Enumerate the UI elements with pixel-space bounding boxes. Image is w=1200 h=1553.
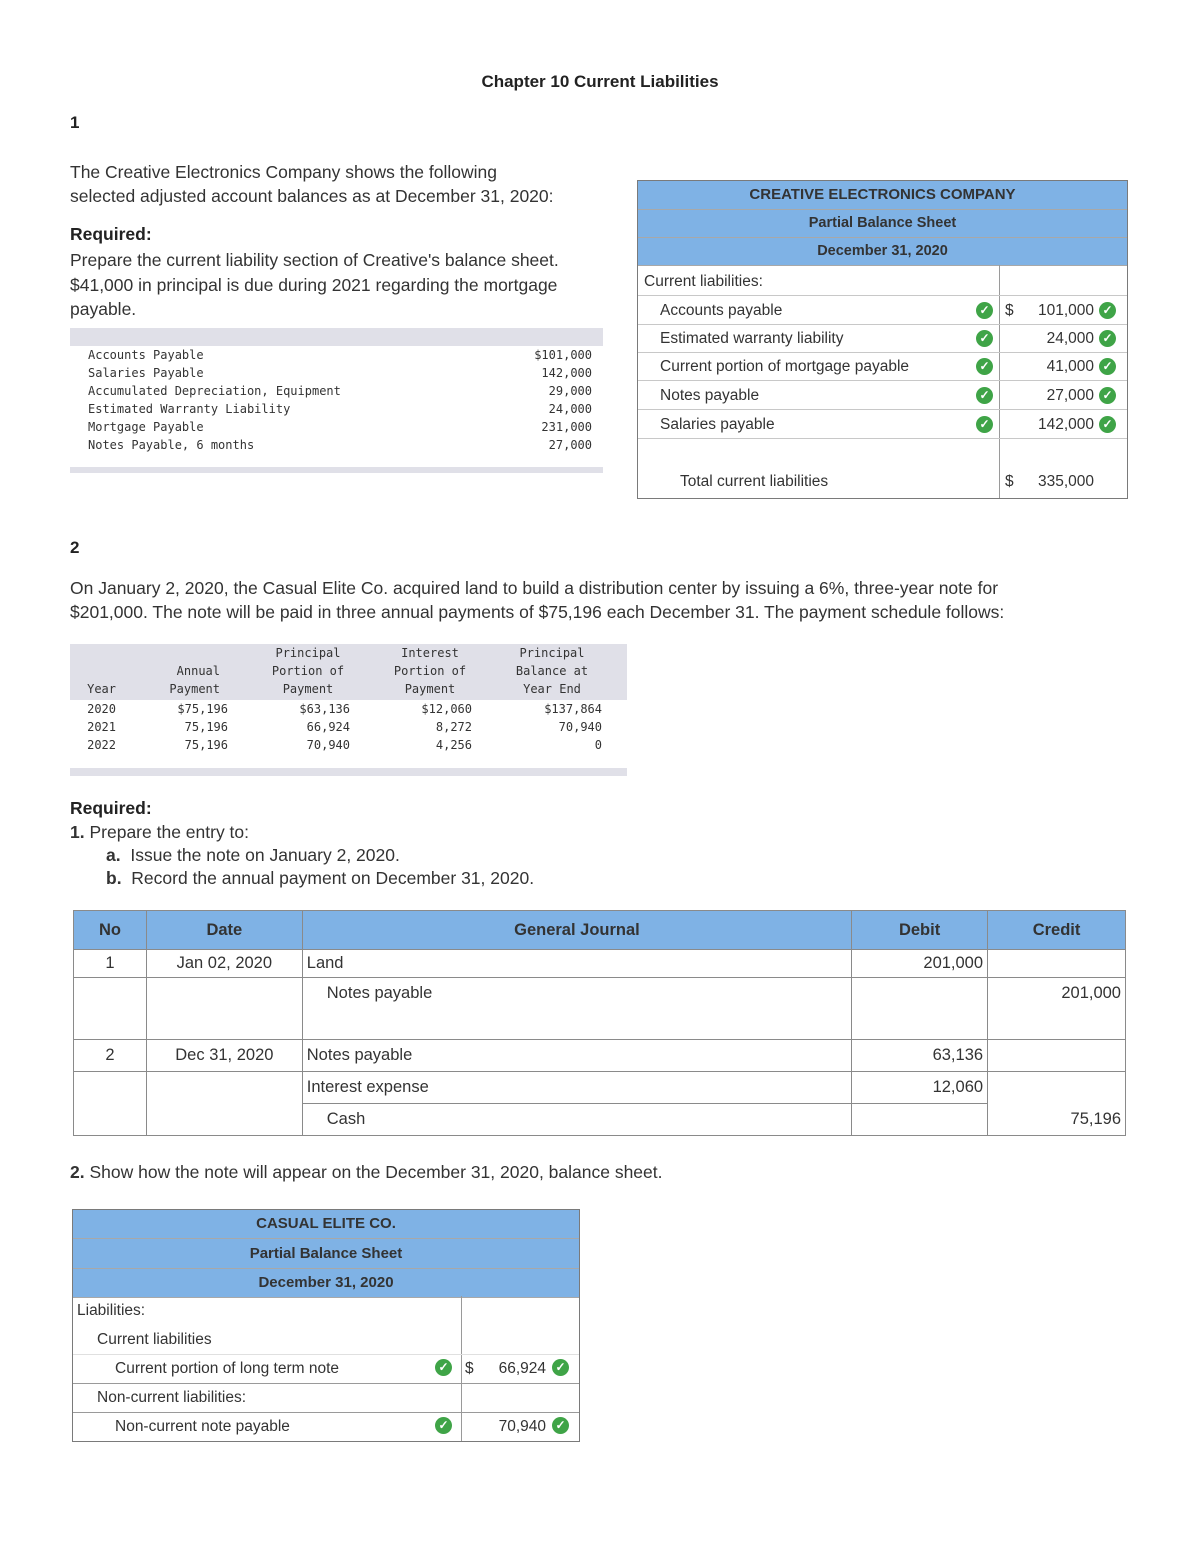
account-name: Accumulated Depreciation, Equipment xyxy=(88,384,341,398)
column-divider xyxy=(999,265,1000,498)
account-name: Estimated Warranty Liability xyxy=(88,402,291,416)
journal-row xyxy=(74,950,1126,978)
q2-part1a xyxy=(106,843,400,867)
schedule-cell: $63,136 xyxy=(299,702,350,716)
check-circle-icon: ✓ xyxy=(976,302,993,319)
account-name: Mortgage Payable xyxy=(88,420,204,434)
q2-intro-line1: On January 2, 2020, the Casual Elite Co. acquired land to build a distribution center by issuing a 6%, three-year note for xyxy=(70,578,999,598)
account-balances-listing xyxy=(70,328,603,473)
account-value: 29,000 xyxy=(548,384,592,398)
q2-part1 xyxy=(70,820,249,844)
entry-date: Dec 31, 2020 xyxy=(146,1040,302,1072)
schedule-header: Portion of xyxy=(393,664,467,678)
general-journal-table xyxy=(73,910,1126,1136)
part-text: Prepare the entry to: xyxy=(89,822,250,842)
credit-amount: 201,000 xyxy=(988,978,1126,1040)
check-circle-icon: ✓ xyxy=(552,1359,569,1376)
q1-required-line2: $41,000 in principal is due during 2021 regarding the mortgage xyxy=(70,275,558,295)
statement-company: CREATIVE ELECTRONICS COMPANY xyxy=(638,181,1127,210)
row-rule xyxy=(638,409,1127,410)
row-rule xyxy=(73,1383,579,1384)
account-value: 27,000 xyxy=(548,438,592,452)
check-circle-icon: ✓ xyxy=(1099,302,1116,319)
journal-row xyxy=(74,978,1126,1040)
q2-intro-line2: $201,000. The note will be paid in three annual payments of $75,196 each December 31. The payment schedule follows: xyxy=(70,602,1005,622)
liability-amount: 41,000 xyxy=(1046,358,1094,375)
creative-balance-sheet xyxy=(637,180,1128,499)
liability-label: Accounts payable xyxy=(660,302,783,319)
schedule-cell: 2020 xyxy=(87,702,116,716)
row-rule xyxy=(73,1354,579,1355)
entry-date-empty xyxy=(146,1072,302,1104)
schedule-cell: 75,196 xyxy=(184,738,228,752)
row-rule xyxy=(638,324,1127,325)
account-title: Notes payable xyxy=(302,978,851,1040)
account-name: Salaries Payable xyxy=(88,366,204,380)
schedule-header: Balance at xyxy=(515,664,589,678)
account-name: Accounts Payable xyxy=(88,348,204,362)
check-circle-icon: ✓ xyxy=(1099,416,1116,433)
debit-amount xyxy=(852,1104,988,1136)
account-title: Cash xyxy=(302,1104,851,1136)
statement-title: Partial Balance Sheet xyxy=(73,1239,579,1269)
debit-amount xyxy=(852,978,988,1040)
statement-date: December 31, 2020 xyxy=(73,1269,579,1298)
total-dollar: $ xyxy=(1005,473,1014,490)
credit-amount: 75,196 xyxy=(988,1104,1126,1136)
schedule-cell: 70,940 xyxy=(306,738,350,752)
row-rule xyxy=(638,438,1127,439)
row-rule xyxy=(73,1412,579,1413)
account-row xyxy=(88,348,598,366)
question-number-2: 2 xyxy=(70,538,80,557)
account-row xyxy=(88,420,598,438)
schedule-header: Year End xyxy=(523,682,581,696)
schedule-cell: 2022 xyxy=(87,738,116,752)
schedule-header: Payment xyxy=(404,682,456,696)
schedule-cell: $12,060 xyxy=(421,702,472,716)
check-circle-icon: ✓ xyxy=(1099,387,1116,404)
schedule-cell: 70,940 xyxy=(558,720,602,734)
schedule-header: Payment xyxy=(282,682,334,696)
account-row xyxy=(88,402,598,420)
schedule-cell: 75,196 xyxy=(184,720,228,734)
entry-date-empty xyxy=(146,1104,302,1136)
q1-required-line1: Prepare the current liability section of Creative's balance sheet. xyxy=(70,250,559,270)
entry-date: Jan 02, 2020 xyxy=(146,950,302,978)
check-circle-icon: ✓ xyxy=(552,1417,569,1434)
payment-schedule xyxy=(70,644,627,776)
row-rule xyxy=(638,295,1127,296)
row-rule xyxy=(638,352,1127,353)
schedule-header: Principal xyxy=(519,646,585,660)
credit-amount xyxy=(988,950,1126,978)
header-credit: Credit xyxy=(988,911,1126,950)
entry-number: 1 xyxy=(74,950,147,978)
part-letter: a. xyxy=(106,845,121,865)
account-row xyxy=(88,366,598,384)
column-divider xyxy=(461,1296,462,1441)
debit-amount: 12,060 xyxy=(852,1072,988,1104)
schedule-header: Portion of xyxy=(271,664,345,678)
credit-amount xyxy=(988,1072,1126,1104)
header-debit: Debit xyxy=(852,911,988,950)
liability-amount: 24,000 xyxy=(1046,330,1094,347)
current-note-label: Current portion of long term note xyxy=(115,1360,340,1377)
casual-elite-balance-sheet xyxy=(72,1209,580,1442)
listing-band-bottom xyxy=(70,467,603,473)
part-text: Show how the note will appear on the December 31, 2020, balance sheet. xyxy=(89,1162,663,1182)
account-name: Notes Payable, 6 months xyxy=(88,438,255,452)
check-circle-icon: ✓ xyxy=(976,387,993,404)
part-letter: b. xyxy=(106,868,122,888)
schedule-cell: 66,924 xyxy=(306,720,350,734)
part-number: 1. xyxy=(70,822,85,842)
liability-amount: 27,000 xyxy=(1046,387,1094,404)
part-text: Issue the note on January 2, 2020. xyxy=(130,845,400,865)
noncurrent-liabilities-label: Non-current liabilities: xyxy=(97,1389,247,1406)
liability-label: Current portion of mortgage payable xyxy=(660,358,910,375)
statement-company: CASUAL ELITE CO. xyxy=(73,1210,579,1239)
schedule-header: Interest xyxy=(401,646,459,660)
dollar-sign: $ xyxy=(465,1360,474,1377)
entry-number-empty xyxy=(74,978,147,1040)
statement-title: Partial Balance Sheet xyxy=(638,210,1127,238)
entry-number-empty xyxy=(74,1104,147,1136)
liability-label: Notes payable xyxy=(660,387,760,404)
debit-amount: 201,000 xyxy=(852,950,988,978)
noncurrent-note-label: Non-current note payable xyxy=(115,1418,290,1435)
entry-date-empty xyxy=(146,978,302,1040)
debit-amount: 63,136 xyxy=(852,1040,988,1072)
entry-number-empty xyxy=(74,1072,147,1104)
account-title: Notes payable xyxy=(302,1040,851,1072)
q2-part1b xyxy=(106,866,534,890)
account-value: 24,000 xyxy=(548,402,592,416)
journal-row xyxy=(74,1104,1126,1136)
q1-required-line3: payable. xyxy=(70,299,137,319)
current-liabilities-label: Current liabilities xyxy=(97,1331,212,1348)
entry-number: 2 xyxy=(74,1040,147,1072)
check-circle-icon: ✓ xyxy=(1099,330,1116,347)
listing-band-top xyxy=(70,328,603,346)
account-title: Interest expense xyxy=(302,1072,851,1104)
row-rule xyxy=(638,380,1127,381)
q2-required-label: Required: xyxy=(70,798,152,818)
account-value: $101,000 xyxy=(534,348,592,362)
schedule-header: Year xyxy=(87,682,116,696)
liability-amount: 142,000 xyxy=(1037,416,1094,433)
liability-label: Estimated warranty liability xyxy=(660,330,844,347)
q1-required-label: Required: xyxy=(70,224,152,244)
journal-header-row xyxy=(74,911,1126,950)
statement-date: December 31, 2020 xyxy=(638,238,1127,266)
account-row xyxy=(88,438,598,456)
schedule-band-bottom xyxy=(70,768,627,776)
schedule-cell: 0 xyxy=(594,738,602,752)
part-number: 2. xyxy=(70,1162,85,1182)
section-label: Current liabilities: xyxy=(644,273,763,290)
schedule-cell: 8,272 xyxy=(435,720,472,734)
schedule-header: Principal xyxy=(275,646,341,660)
total-amount: 335,000 xyxy=(1037,473,1094,490)
account-value: 231,000 xyxy=(541,420,592,434)
header-journal: General Journal xyxy=(302,911,851,950)
check-circle-icon: ✓ xyxy=(976,358,993,375)
check-circle-icon: ✓ xyxy=(976,416,993,433)
journal-row xyxy=(74,1072,1126,1104)
header-date: Date xyxy=(146,911,302,950)
part-text: Record the annual payment on December 31, 2020. xyxy=(131,868,535,888)
dollar-sign: $ xyxy=(1005,302,1014,319)
credit-amount xyxy=(988,1040,1126,1072)
total-label: Total current liabilities xyxy=(680,473,829,490)
account-value: 142,000 xyxy=(541,366,592,380)
noncurrent-note-amount: 70,940 xyxy=(498,1418,546,1435)
liability-amount: 101,000 xyxy=(1037,302,1094,319)
account-row xyxy=(88,384,598,402)
account-title: Land xyxy=(302,950,851,978)
chapter-title: Chapter 10 Current Liabilities xyxy=(481,72,719,91)
header-no: No xyxy=(74,911,147,950)
schedule-header: Payment xyxy=(169,682,220,696)
check-circle-icon: ✓ xyxy=(435,1359,452,1376)
question-number-1: 1 xyxy=(70,113,80,132)
check-circle-icon: ✓ xyxy=(976,330,993,347)
journal-row xyxy=(74,1040,1126,1072)
schedule-cell: $137,864 xyxy=(544,702,602,716)
current-note-amount: 66,924 xyxy=(498,1360,546,1377)
schedule-cell: 2021 xyxy=(87,720,116,734)
liabilities-label: Liabilities: xyxy=(77,1302,146,1319)
q1-intro-line1: The Creative Electronics Company shows the following xyxy=(70,162,497,182)
liability-label: Salaries payable xyxy=(660,416,775,433)
q2-part2 xyxy=(70,1160,663,1184)
schedule-cell: 4,256 xyxy=(435,738,472,752)
check-circle-icon: ✓ xyxy=(1099,358,1116,375)
check-circle-icon: ✓ xyxy=(435,1417,452,1434)
q1-intro-line2: selected adjusted account balances as at December 31, 2020: xyxy=(70,186,554,206)
schedule-header: Annual xyxy=(176,664,220,678)
schedule-cell: $75,196 xyxy=(177,702,228,716)
